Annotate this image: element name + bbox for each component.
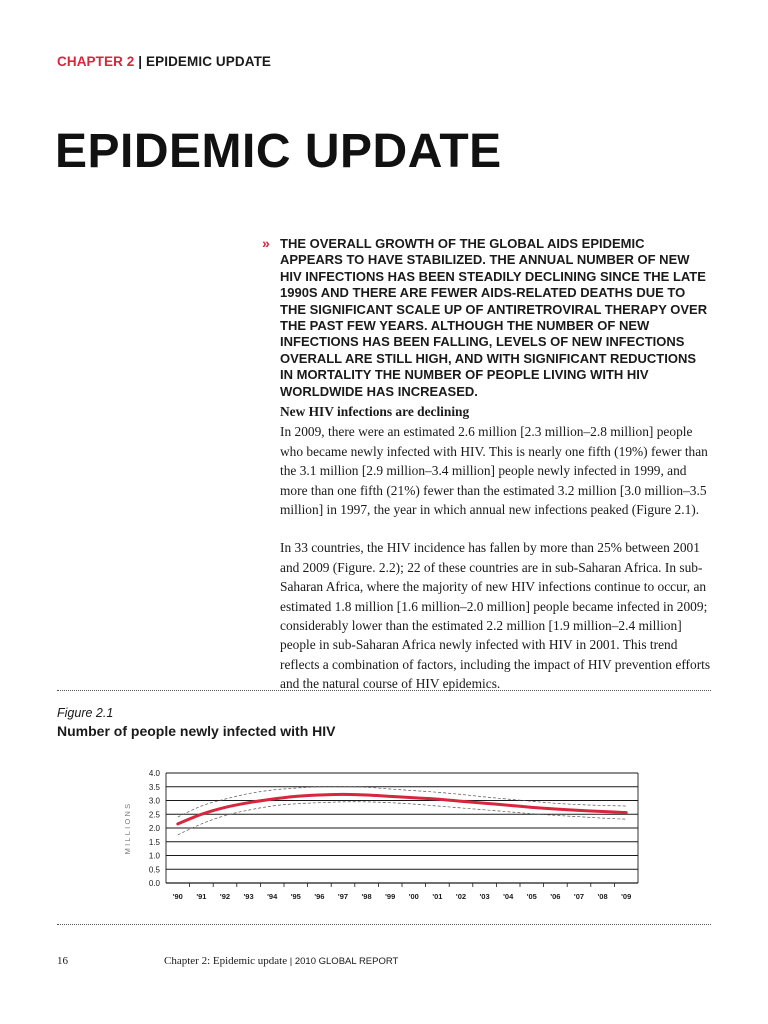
footer-report: 2010 GLOBAL REPORT bbox=[294, 956, 399, 967]
figure-title: Number of people newly infected with HIV bbox=[57, 723, 336, 739]
x-tick-label: '00 bbox=[408, 892, 419, 901]
x-tick-label: '91 bbox=[196, 892, 207, 901]
y-tick-label: 0.5 bbox=[148, 865, 160, 875]
footer-separator: | bbox=[287, 956, 295, 967]
y-tick-label: 2.0 bbox=[148, 824, 160, 833]
x-tick-label: '96 bbox=[314, 892, 325, 901]
y-tick-label: 3.0 bbox=[148, 796, 160, 806]
section-heading: New HIV infections are declining bbox=[280, 404, 470, 419]
y-tick-label: 1.5 bbox=[148, 837, 160, 847]
x-tick-label: '90 bbox=[172, 892, 183, 901]
chapter-number: CHAPTER 2 bbox=[57, 54, 135, 69]
line-chart bbox=[0, 760, 768, 910]
x-tick-label: '04 bbox=[503, 892, 514, 901]
x-tick-label: '93 bbox=[243, 892, 254, 901]
body-section bbox=[280, 402, 712, 713]
x-tick-label: '08 bbox=[597, 892, 608, 901]
y-tick-label: 4.0 bbox=[148, 769, 160, 778]
x-tick-label: '02 bbox=[455, 892, 467, 901]
chevron-right-icon: » bbox=[262, 235, 270, 251]
x-tick-label: '99 bbox=[385, 892, 396, 901]
lead-text: THE OVERALL GROWTH OF THE GLOBAL AIDS EPIDEMIC APPEARS TO HAVE STABILIZED. THE ANNUAL NUMBER OF NEW HIV INFECTIONS HAS BEEN STEADILY DECLINING SINCE THE LATE 1990S AND THERE ARE FEWER AIDS-RELATED DEATHS DUE TO THE SIGNIFICANT SCALE UP OF ANTIRETROVIRAL THERAPY OVER THE PAST FEW YEARS. ALTHOUGH THE NUMBER OF NEW INFECTIONS HAS BEEN FALLING, LEVELS OF NEW INFECTIONS OVERALL ARE STILL HIGH, AND WITH SIGNIFICANT REDUCTIONS IN MORTALITY THE NUMBER OF PEOPLE LIVING WITH HIV WORLDWIDE HAS INCREASED. bbox=[280, 236, 708, 399]
y-tick-label: 3.5 bbox=[148, 782, 160, 792]
page-title: EPIDEMIC UPDATE bbox=[55, 125, 502, 178]
y-axis-label: MILLIONS bbox=[123, 801, 132, 855]
x-tick-label: '07 bbox=[573, 892, 585, 901]
divider-top bbox=[57, 690, 711, 691]
x-tick-label: '06 bbox=[550, 892, 561, 901]
x-tick-label: '92 bbox=[219, 892, 231, 901]
footer-chapter: Chapter 2: Epidemic update bbox=[164, 955, 288, 967]
chapter-separator: | bbox=[134, 54, 147, 69]
x-tick-label: '95 bbox=[290, 892, 301, 901]
x-tick-label: '03 bbox=[479, 892, 490, 901]
x-tick-label: '94 bbox=[267, 892, 278, 901]
chapter-label bbox=[57, 54, 271, 69]
lower-bound-line bbox=[178, 802, 626, 835]
y-tick-label: 2.5 bbox=[148, 810, 160, 820]
page-number: 16 bbox=[57, 955, 68, 967]
y-tick-label: 1.0 bbox=[148, 851, 160, 861]
lead-paragraph bbox=[262, 236, 710, 400]
x-tick-label: '01 bbox=[432, 892, 443, 901]
x-tick-label: '05 bbox=[526, 892, 537, 901]
body-paragraph-1: In 2009, there were an estimated 2.6 million [2.3 million–2.8 million] people who became newly infected with HIV. This is nearly one fifth (19%) fewer than the 3.1 million [2.9 million–3.4 million] people newly infected in 1999, and more than one fifth (21%) fewer than the estimated 3.2 million [3.0 million–3.5 million] in 1997, the year in which annual new infections peaked (Figure 2.1). bbox=[280, 424, 708, 518]
x-tick-label: '98 bbox=[361, 892, 372, 901]
estimate-line bbox=[178, 794, 626, 824]
x-tick-label: '09 bbox=[621, 892, 632, 901]
divider-bottom bbox=[57, 924, 711, 925]
x-tick-label: '97 bbox=[337, 892, 349, 901]
chapter-name: EPIDEMIC UPDATE bbox=[146, 54, 272, 69]
y-tick-label: 0.0 bbox=[148, 879, 160, 888]
body-paragraph-2: In 33 countries, the HIV incidence has fallen by more than 25% between 2001 and 2009 (Figure. 2.2); 22 of these countries are in sub-Saharan Africa. In sub-Saharan Africa, where the majority of new HIV infections continue to occur, an estimated 1.8 million [1.6 million–2.0 million] people became infected in 2009; considerably lower than the estimated 2.2 million [1.9 million–2.4 million] people in sub-Saharan Africa newly infected with HIV in 2001. This trend reflects a combination of factors, including the impact of HIV prevention efforts and the natural course of HIV epidemics. bbox=[280, 540, 711, 692]
figure-number: Figure 2.1 bbox=[57, 706, 114, 720]
footer-text bbox=[164, 955, 398, 967]
